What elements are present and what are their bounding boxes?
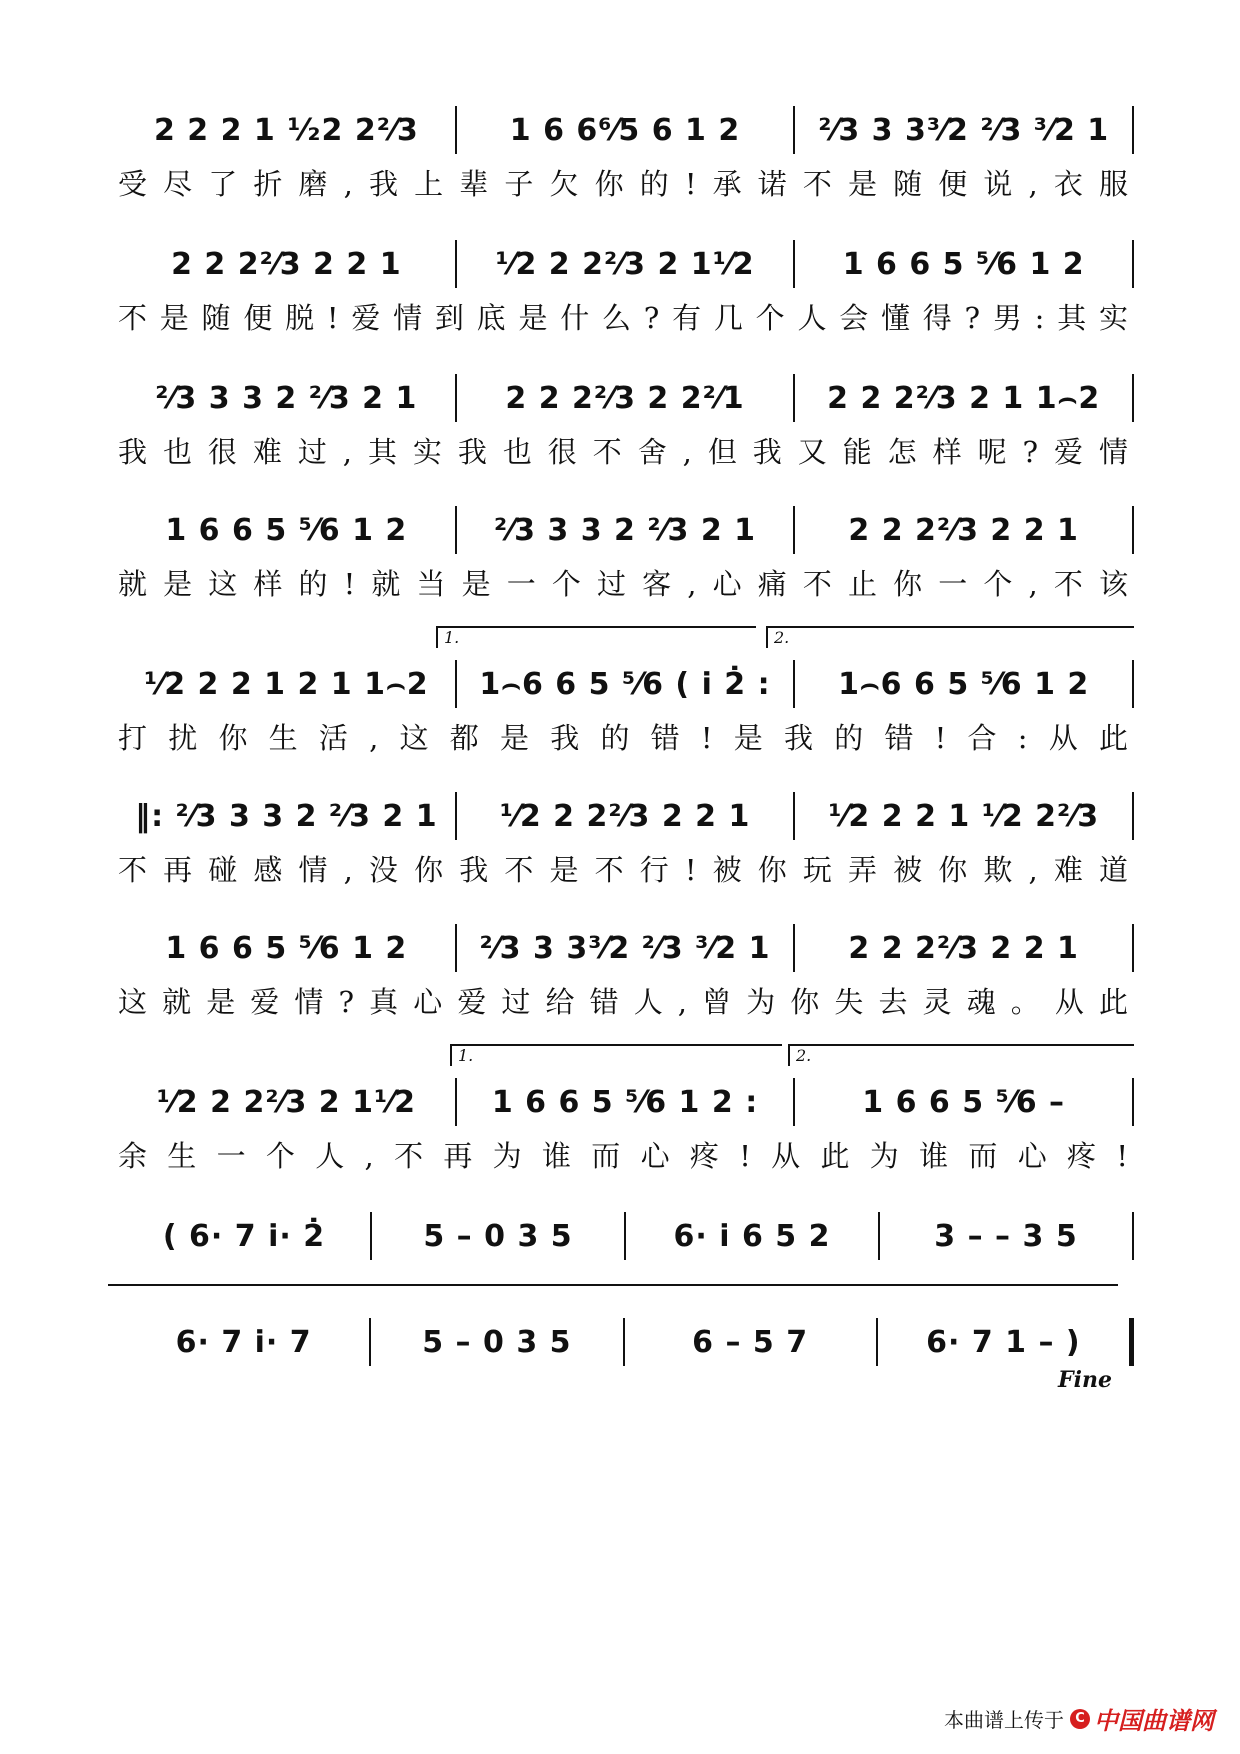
notes-row — [118, 1312, 1134, 1372]
site-logo[interactable] — [1070, 1701, 1214, 1736]
lyric-row — [118, 294, 1134, 338]
measure: 6· 7 i̇· 7 — [175, 1324, 312, 1360]
measure: ‖: ²⁄3 3 3 2 ²⁄3 2 1 — [135, 798, 438, 834]
lyric-row — [118, 560, 1134, 604]
lyric-row — [118, 1132, 1134, 1176]
lyrics: 不是随便脱!爱情到底是什么?有几个人会懂得?男:其实 — [118, 300, 1134, 335]
lyrics: 就是这样的!就当是一个过客,心痛不止你一个,不该 — [118, 566, 1134, 601]
measure: 3 – – 3 5 — [934, 1218, 1078, 1254]
measure: ¹⁄2 2 2²⁄3 2 1¹⁄2 — [156, 1084, 416, 1120]
notes-row — [118, 100, 1134, 160]
notes-row — [118, 786, 1134, 846]
second-ending: 2. — [766, 626, 1134, 648]
barline — [1132, 1078, 1134, 1126]
measure: 2 2 2²⁄3 2 2 1 — [171, 246, 402, 282]
notes-row — [118, 368, 1134, 428]
measure: ¹⁄2 2 2²⁄3 2 1¹⁄2 — [495, 246, 755, 282]
first-ending: 1. — [436, 626, 756, 648]
measure: ²⁄3 3 3 2 ²⁄3 2 1 — [493, 512, 757, 548]
measure: ¹⁄2 2 2 1 ¹⁄2 2²⁄3 — [828, 798, 1100, 834]
measure: 1 6 6 5 ⁵⁄6 – — [862, 1084, 1066, 1120]
first-ending: 1. — [450, 1044, 782, 1066]
barline — [1132, 660, 1134, 708]
measure: ¹⁄2 2 2 1 2 1 1⌢2 — [144, 666, 429, 702]
measure: ¹⁄2 2 2²⁄3 2 2 1 — [499, 798, 751, 834]
notes-row — [118, 500, 1134, 560]
final-barline — [1129, 1318, 1134, 1366]
barline — [1132, 924, 1134, 972]
measure: 2 2 2²⁄3 2 2 1 — [848, 512, 1079, 548]
footer — [944, 1701, 1214, 1736]
barline — [1132, 374, 1134, 422]
notes-row — [118, 1072, 1134, 1132]
barline — [1132, 506, 1134, 554]
barline — [1132, 792, 1134, 840]
upload-text: 本曲谱上传于 — [944, 1708, 1064, 1732]
top-bracket — [108, 1284, 1118, 1306]
lyrics: 打扰你生活,这都是我的错!是我的错!合:从此 — [118, 720, 1134, 755]
measure: 5 – 0 3 5 — [423, 1218, 573, 1254]
volta-brackets — [118, 1044, 1134, 1068]
measure: 1⌢6 6 5 ⁵⁄6 1 2 — [838, 666, 1090, 702]
measure: ²⁄3 3 3³⁄2 ²⁄3 ³⁄2 1 — [479, 930, 771, 966]
site-name: 中国曲谱网 — [1094, 1707, 1214, 1735]
measure: 2 2 2²⁄3 2 1 1⌢2 — [827, 380, 1101, 416]
measure: 1⌢6 6 5 ⁵⁄6 ( i̇ 2̇ : — [479, 666, 771, 702]
measure: ²⁄3 3 3 2 ²⁄3 2 1 — [155, 380, 418, 416]
measure: 2 2 2 1 ¹⁄₂2 2²⁄3 — [153, 112, 419, 148]
measure: 6· 7 1 – ) — [926, 1324, 1081, 1360]
measure: 1 6 6 5 ⁵⁄6 1 2 — [165, 930, 408, 966]
measure: 6 – 5 7 — [692, 1324, 809, 1360]
second-ending: 2. — [788, 1044, 1134, 1066]
measure: 2 2 2²⁄3 2 2²⁄1 — [505, 380, 745, 416]
measure: 1 6 6 5 ⁵⁄6 1 2 — [165, 512, 408, 548]
lyric-row — [118, 714, 1134, 758]
measure: 1 6 6 5 ⁵⁄6 1 2 — [842, 246, 1085, 282]
fine-marking: Fine — [1058, 1367, 1112, 1393]
lyrics: 我也很难过,其实我也很不舍,但我又能怎样呢?爱情 — [118, 434, 1134, 469]
notes-row — [118, 918, 1134, 978]
barline — [1132, 240, 1134, 288]
measure: 2 2 2²⁄3 2 2 1 — [848, 930, 1079, 966]
lyric-row — [118, 978, 1134, 1022]
logo-icon: C — [1070, 1709, 1090, 1729]
measure: 1 6 6 5 ⁵⁄6 1 2 : — [491, 1084, 759, 1120]
lyrics: 这就是爱情?真心爱过给错人,曾为你失去灵魂。从此 — [118, 984, 1134, 1019]
barline — [1132, 1212, 1134, 1260]
lyric-row — [118, 428, 1134, 472]
lyric-row — [118, 846, 1134, 890]
lyrics: 不再碰感情,没你我不是不行!被你玩弄被你欺,难道 — [118, 852, 1134, 887]
notes-row — [118, 654, 1134, 714]
lyrics: 受尽了折磨,我上辈子欠你的!承诺不是随便说,衣服 — [118, 166, 1134, 201]
measure: ²⁄3 3 3³⁄2 ²⁄3 ³⁄2 1 — [818, 112, 1110, 148]
notes-row — [118, 234, 1134, 294]
notes-row — [118, 1206, 1134, 1266]
measure: 5 – 0 3 5 — [422, 1324, 572, 1360]
measure: 6· i̇ 6 5 2 — [673, 1218, 831, 1254]
lyric-row — [118, 160, 1134, 204]
measure: 1 6 6⁶⁄5 6 1 2 — [509, 112, 741, 148]
measure: ( 6· 7 i̇· 2̇ — [162, 1218, 326, 1254]
barline — [1132, 106, 1134, 154]
volta-brackets — [118, 626, 1134, 650]
bracket-line — [118, 1284, 1134, 1308]
lyrics: 余生一个人,不再为谁而心疼!从此为谁而心疼! — [118, 1138, 1134, 1173]
